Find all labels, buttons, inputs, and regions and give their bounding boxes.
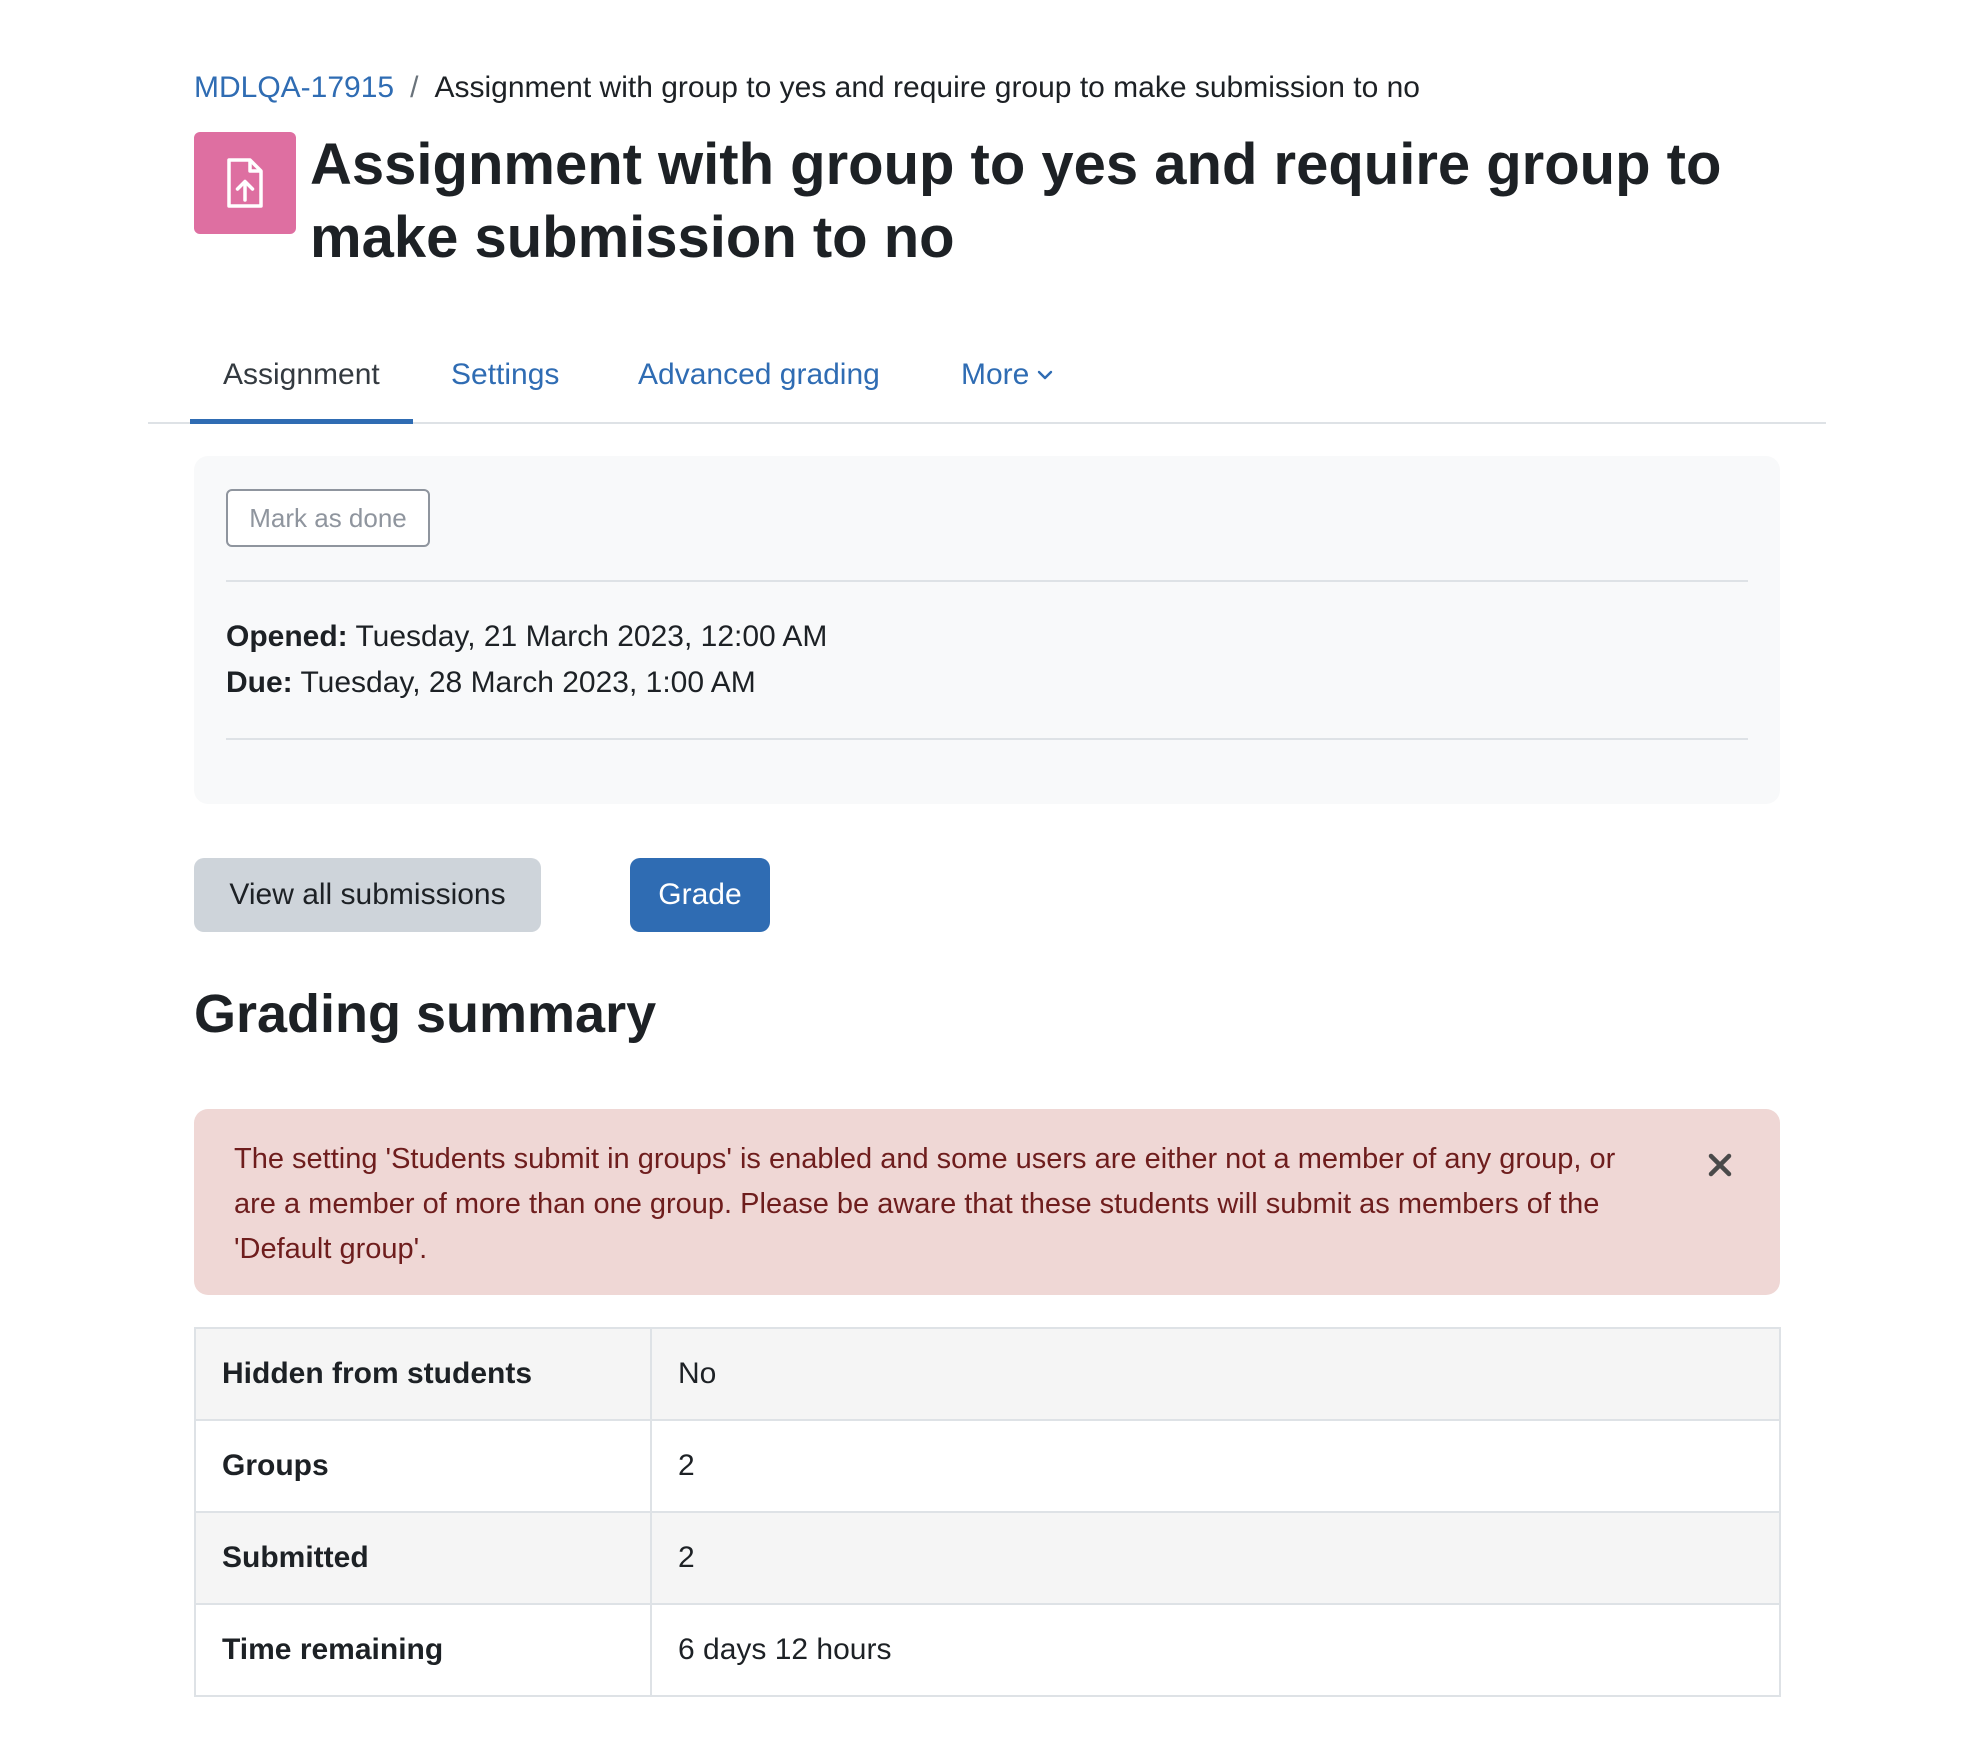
mark-as-done-button[interactable]: Mark as done bbox=[226, 489, 430, 547]
breadcrumb-course-link[interactable]: MDLQA-17915 bbox=[194, 71, 395, 104]
tab-assignment-label: Assignment bbox=[223, 358, 380, 391]
opened-label: Opened: bbox=[226, 620, 348, 653]
file-upload-icon bbox=[194, 132, 296, 234]
grade-button[interactable]: Grade bbox=[630, 858, 770, 932]
tab-more[interactable] bbox=[961, 328, 1053, 422]
view-all-submissions-button[interactable]: View all submissions bbox=[194, 858, 541, 932]
table-row bbox=[195, 1512, 1780, 1604]
breadcrumb-separator: / bbox=[410, 71, 419, 104]
breadcrumb-current: Assignment with group to yes and require group to make submission to no bbox=[434, 71, 1420, 104]
row-label: Groups bbox=[195, 1420, 651, 1512]
group-warning-alert bbox=[194, 1109, 1780, 1295]
tab-advanced-grading-label: Advanced grading bbox=[638, 358, 880, 391]
row-value: No bbox=[651, 1328, 1780, 1420]
close-icon[interactable] bbox=[1700, 1145, 1740, 1185]
activity-dates bbox=[226, 614, 827, 706]
row-value: 2 bbox=[651, 1512, 1780, 1604]
tab-advanced-grading[interactable] bbox=[638, 328, 880, 422]
due-label: Due: bbox=[226, 666, 293, 699]
table-row bbox=[195, 1604, 1780, 1696]
due-value: Tuesday, 28 March 2023, 1:00 AM bbox=[300, 666, 756, 699]
grading-summary-heading: Grading summary bbox=[194, 984, 657, 1044]
row-value: 6 days 12 hours bbox=[651, 1604, 1780, 1696]
info-divider-top bbox=[226, 580, 1748, 582]
row-label: Submitted bbox=[195, 1512, 651, 1604]
opened-date-row bbox=[226, 614, 827, 660]
file-upload-icon-glyph bbox=[221, 156, 269, 210]
row-label: Hidden from students bbox=[195, 1328, 651, 1420]
due-date-row bbox=[226, 660, 827, 706]
tab-more-label: More bbox=[961, 358, 1030, 391]
grading-summary-table bbox=[194, 1327, 1781, 1697]
table-row bbox=[195, 1328, 1780, 1420]
opened-value: Tuesday, 21 March 2023, 12:00 AM bbox=[355, 620, 828, 653]
info-divider-bottom bbox=[226, 738, 1748, 740]
tab-settings[interactable] bbox=[451, 328, 559, 422]
page-title: Assignment with group to yes and require group to make submission to no bbox=[310, 132, 1722, 270]
row-label: Time remaining bbox=[195, 1604, 651, 1696]
tab-settings-label: Settings bbox=[451, 358, 560, 391]
secondary-navigation bbox=[148, 328, 1826, 424]
breadcrumb bbox=[194, 68, 1420, 108]
row-value: 2 bbox=[651, 1420, 1780, 1512]
chevron-down-icon bbox=[1037, 369, 1053, 381]
activity-information bbox=[194, 456, 1780, 804]
tab-assignment[interactable] bbox=[223, 328, 380, 422]
alert-message: The setting 'Students submit in groups' is enabled and some users are either not a member of any group, or are a member of more than one group. Please be aware that these students will submit as members of the 'Default group'. bbox=[234, 1143, 1616, 1265]
table-row bbox=[195, 1420, 1780, 1512]
